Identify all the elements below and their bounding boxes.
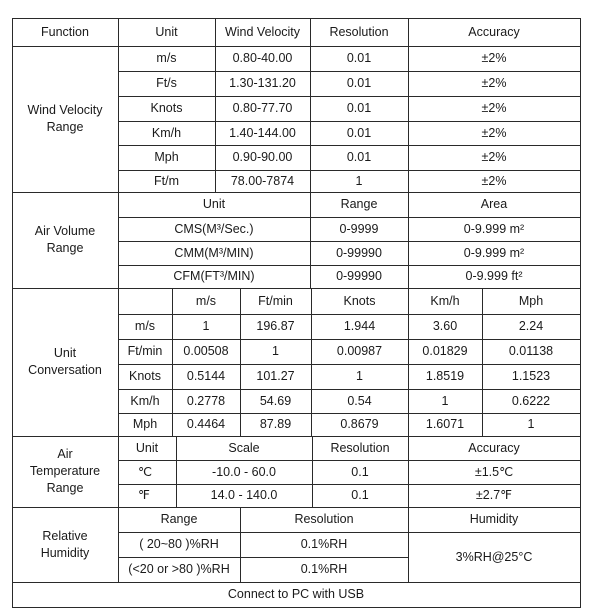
temperature-header-scale: Scale: [228, 440, 260, 455]
air-volume-range: 0-99990: [336, 245, 382, 260]
humidity-header-resolution: Resolution: [294, 512, 354, 527]
air-volume-range-label: Air Volume Range: [34, 224, 96, 255]
wind-resolution: 0.01: [346, 150, 372, 165]
humidity-resolution: 0.1%RH: [300, 562, 348, 577]
conversion-row-unit: m/s: [134, 319, 156, 334]
conversion-value: 1.8519: [425, 369, 465, 384]
air-volume-header-area: Area: [480, 197, 508, 212]
table-rule: [118, 460, 581, 461]
conversion-value: 101.27: [256, 369, 295, 384]
conversion-value: 1.6071: [425, 417, 465, 432]
conversion-value: 0.01138: [508, 344, 554, 359]
table-rule: [118, 71, 581, 72]
conversion-value: 1: [202, 319, 210, 334]
wind-accuracy: ±2%: [481, 173, 507, 188]
wind-resolution: 0.01: [346, 76, 372, 91]
conversion-column-header: Ft/min: [258, 293, 293, 308]
wind-unit: Km/h: [151, 125, 182, 140]
conversion-value: 0.5144: [186, 369, 226, 384]
conversion-column-header: Knots: [343, 293, 376, 308]
wind-velocity-range-label: Wind Velocity Range: [27, 103, 103, 134]
conversion-value: 1: [356, 369, 363, 384]
table-rule: [12, 507, 581, 508]
air-temperature-range-label: Air Temperature Range: [29, 447, 101, 495]
header-wind-velocity: Wind Velocity: [224, 24, 301, 39]
air-volume-range: 0-99990: [336, 269, 382, 284]
conversion-value: 3.60: [432, 319, 458, 334]
temperature-resolution: 0.1: [351, 464, 369, 479]
humidity-header-humidity: Humidity: [469, 512, 519, 527]
table-rule: [118, 413, 581, 414]
temperature-accuracy: ±2.7℉: [475, 488, 513, 503]
temperature-header-accuracy: Accuracy: [468, 440, 520, 455]
table-rule: [118, 18, 119, 583]
wind-unit: Ft/s: [156, 76, 177, 91]
conversion-value: 87.89: [259, 417, 292, 432]
table-rule: [310, 192, 311, 289]
conversion-value: 1.1523: [511, 369, 551, 384]
conversion-row-unit: Ft/min: [127, 344, 163, 359]
unit-conversion-label: Unit Conversation: [28, 346, 102, 377]
air-volume-unit: CFM(FT³/MIN): [173, 269, 255, 284]
conversion-row-unit: Km/h: [130, 393, 160, 408]
table-rule: [580, 18, 581, 608]
wind-accuracy: ±2%: [481, 76, 507, 91]
air-volume-area: 0-9.999 m²: [463, 245, 525, 260]
conversion-value: 0.00987: [336, 344, 383, 359]
table-rule: [118, 217, 581, 218]
conversion-value: 0.8679: [340, 417, 379, 432]
conversion-row-unit: Mph: [132, 417, 158, 432]
humidity-range: (<20 or >80 )%RH: [128, 562, 230, 577]
conversion-value: 0.2778: [186, 393, 226, 408]
temperature-unit: ℃: [138, 464, 153, 479]
table-rule: [12, 582, 581, 583]
table-rule: [118, 339, 581, 340]
wind-accuracy: ±2%: [481, 125, 507, 140]
table-rule: [12, 18, 581, 19]
conversion-value: 1: [272, 344, 279, 359]
humidity-resolution: 0.1%RH: [300, 537, 348, 552]
conversion-value: 0.6222: [511, 393, 551, 408]
wind-unit: Mph: [154, 150, 179, 165]
air-volume-range: 0-9999: [339, 221, 379, 236]
wind-unit: Knots: [150, 101, 183, 116]
table-rule: [118, 121, 581, 122]
temperature-resolution: 0.1: [351, 488, 369, 503]
relative-humidity-label: Relative Humidity: [40, 528, 90, 560]
humidity-range: ( 20~80 )%RH: [139, 537, 219, 552]
table-rule: [408, 507, 409, 583]
conversion-value: 0.54: [347, 393, 372, 408]
air-volume-area: 0-9.999 m²: [463, 221, 525, 236]
table-rule: [215, 18, 216, 193]
conversion-value: 1.944: [343, 319, 376, 334]
table-rule: [118, 170, 581, 171]
conversion-value: 54.69: [259, 393, 292, 408]
table-rule: [311, 288, 312, 437]
table-rule: [408, 436, 409, 508]
table-rule: [118, 241, 581, 242]
table-rule: [240, 507, 241, 583]
table-rule: [118, 145, 581, 146]
air-volume-unit: CMM(M³/MIN): [174, 245, 254, 260]
air-volume-unit: CMS(M³/Sec.): [174, 221, 254, 236]
header-accuracy: Accuracy: [468, 24, 520, 39]
table-rule: [118, 265, 581, 266]
temperature-scale: -10.0 - 60.0: [212, 464, 276, 479]
table-rule: [172, 288, 173, 437]
temperature-accuracy: ±1.5℃: [474, 464, 514, 479]
conversion-value: 0.00508: [183, 344, 229, 359]
table-rule: [12, 436, 581, 437]
wind-resolution: 0.01: [346, 101, 372, 116]
table-rule: [240, 288, 241, 437]
table-rule: [118, 389, 581, 390]
wind-range: 1.40-144.00: [229, 125, 296, 140]
table-rule: [12, 607, 581, 608]
table-rule: [118, 364, 581, 365]
table-rule: [118, 532, 581, 533]
wind-resolution: 0.01: [346, 51, 372, 66]
conversion-value: 0.01829: [422, 344, 468, 359]
wind-range: 0.80-77.70: [232, 101, 293, 116]
header-resolution: Resolution: [329, 24, 389, 39]
wind-unit: m/s: [156, 51, 177, 66]
wind-range: 0.90-90.00: [232, 150, 293, 165]
temperature-header-unit: Unit: [135, 440, 159, 455]
conversion-row-unit: Knots: [129, 369, 161, 384]
wind-accuracy: ±2%: [481, 150, 507, 165]
table-rule: [12, 46, 581, 47]
air-volume-header-range: Range: [340, 197, 378, 212]
conversion-value: 2.24: [518, 319, 544, 334]
air-volume-header-unit: Unit: [202, 197, 226, 212]
wind-accuracy: ±2%: [481, 51, 507, 66]
temperature-header-resolution: Resolution: [330, 440, 390, 455]
conversion-column-header: Mph: [518, 293, 544, 308]
wind-range: 1.30-131.20: [229, 76, 296, 91]
footer-usb-note: Connect to PC with USB: [227, 587, 365, 602]
air-volume-area: 0-9.999 ft²: [465, 269, 523, 284]
conversion-column-header: Km/h: [430, 293, 460, 308]
conversion-value: 1: [527, 417, 535, 432]
wind-resolution: 1: [355, 173, 363, 188]
wind-range: 78.00-7874: [230, 173, 295, 188]
table-rule: [408, 192, 409, 289]
table-rule: [408, 288, 409, 437]
wind-unit: Ft/m: [154, 173, 179, 188]
header-unit: Unit: [155, 24, 178, 39]
table-rule: [12, 192, 581, 193]
table-rule: [310, 18, 311, 193]
wind-accuracy: ±2%: [481, 101, 507, 116]
table-rule: [312, 436, 313, 508]
table-rule: [408, 18, 409, 193]
table-rule: [118, 484, 581, 485]
conversion-value: 1: [441, 393, 449, 408]
humidity-value: 3%RH@25°C: [455, 549, 533, 564]
table-rule: [176, 436, 177, 508]
conversion-value: 196.87: [256, 319, 295, 334]
header-function: Function: [41, 24, 89, 39]
humidity-header-range: Range: [160, 512, 198, 527]
table-rule: [12, 288, 581, 289]
temperature-scale: 14.0 - 140.0: [210, 488, 278, 503]
table-rule: [118, 557, 409, 558]
table-rule: [12, 18, 13, 608]
wind-resolution: 0.01: [346, 125, 372, 140]
table-rule: [118, 314, 581, 315]
conversion-column-header: m/s: [195, 293, 217, 308]
table-rule: [482, 288, 483, 437]
temperature-unit: ℉: [138, 488, 150, 503]
table-rule: [118, 96, 581, 97]
conversion-value: 0.4464: [186, 417, 226, 432]
wind-range: 0.80-40.00: [232, 51, 293, 66]
